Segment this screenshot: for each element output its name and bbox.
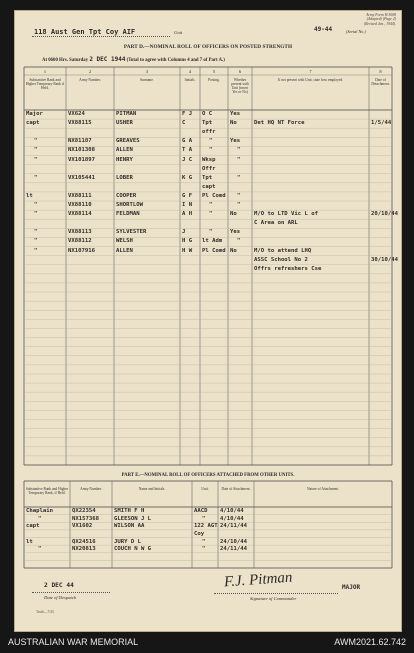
- footer-accession: AWM2021.62.742: [334, 637, 406, 647]
- roll-cell-posting: capt: [202, 183, 216, 190]
- roll-cell-employed: M/O to LTD Vic L of: [254, 211, 318, 218]
- at-line-pre: At 0600 Hrs. Saturday: [42, 58, 89, 63]
- commander-signature: F.J. Pitman: [223, 569, 293, 591]
- roll-cell-rank: lt: [26, 192, 33, 199]
- attached-cell-unit: Coy: [194, 530, 205, 537]
- roll-cell-posting: ": [209, 138, 213, 145]
- attached-cell-name: SMITH F H: [114, 508, 145, 514]
- attached-cell-no: NX20813: [72, 546, 96, 553]
- roll-cell-date: 30/10/44: [371, 256, 398, 263]
- attached-cell-no: NX157368: [72, 515, 99, 522]
- roll-cell-posting: ": [209, 211, 213, 218]
- roll-cell-date: 20/10/44: [371, 211, 398, 218]
- attached-cell-rank: capt: [26, 523, 40, 530]
- form-id-line2: (Adapted) (Page 2): [366, 17, 396, 22]
- roll-cell-no: VX88110: [68, 202, 92, 209]
- roll-cell-surname: PITMAN: [116, 111, 137, 117]
- roll-cell-no: NX101308: [68, 147, 95, 154]
- roll-cell-no: VX624: [68, 111, 85, 117]
- attached-cell-unit: ": [202, 538, 206, 545]
- attached-cell-name: JURY D L: [114, 538, 141, 545]
- roll-cell-employed: C Area on ARL: [254, 220, 298, 227]
- roll-cell-init: I N: [182, 202, 193, 209]
- attached-cell-no: QX22354: [72, 508, 96, 514]
- attached-cell-date: 24/10/44: [220, 538, 247, 545]
- column-header: Army Number.: [79, 78, 101, 82]
- column-number: 3: [145, 68, 149, 74]
- roll-cell-present: No: [230, 211, 237, 218]
- at-line-post: (Total to agree with Columns 4 and 7 of Part A.): [126, 58, 225, 63]
- footer-institution: AUSTRALIAN WAR MEMORIAL: [8, 637, 139, 647]
- despatch-date: 2 DEC 44: [44, 582, 74, 589]
- roll-cell-surname: SYLVESTER: [116, 229, 147, 236]
- column-header: Posting.: [208, 78, 220, 82]
- attached-cell-unit: 122 AGT: [194, 523, 218, 530]
- serial-value: 49: [314, 26, 322, 33]
- part-e-title: PART E.—NOMINAL ROLL OF OFFICERS ATTACHED FROM OTHER UNITS.: [121, 473, 295, 478]
- column-header: Whether present with Unit (insert Yes or No): [231, 78, 249, 94]
- roll-cell-rank: ": [34, 202, 38, 209]
- form-id-line1: Army Form W.3008: [366, 13, 396, 17]
- signature-label: Signature of Commander: [250, 596, 297, 601]
- column-header: Substantive Rank and Higher Temporary Rank if Held.: [25, 78, 65, 90]
- serial-year: 44: [324, 26, 333, 33]
- unit-label: Unit: [174, 30, 183, 35]
- roll-cell-rank: ": [34, 229, 38, 236]
- attached-cell-rank: lt: [26, 538, 33, 545]
- attached-cell-no: VX1602: [72, 523, 93, 530]
- roll-cell-surname: USHER: [116, 120, 133, 127]
- roll-cell-present: ": [237, 147, 241, 154]
- roll-cell-rank: capt: [26, 120, 40, 127]
- roll-cell-init: J C: [182, 156, 193, 163]
- attached-cell-name: GLEESON J L: [114, 515, 152, 522]
- attached-cell-rank: Chaplain: [26, 508, 53, 514]
- signature-underline: [214, 593, 338, 594]
- roll-cell-present: No: [230, 120, 237, 127]
- column-header: Surname.: [140, 78, 154, 82]
- column-header: Name and Initials.: [138, 487, 166, 491]
- roll-cell-employed: ASSC School No 2: [254, 256, 308, 263]
- roll-cell-employed: M/O to attend LHQ: [254, 247, 312, 254]
- column-number: 6: [238, 68, 242, 74]
- column-header: Date of Attachment.: [221, 487, 251, 491]
- roll-cell-init: H W: [182, 247, 193, 254]
- roll-cell-rank: ": [34, 147, 38, 154]
- roll-cell-employed: Offrs refreshers Cse: [254, 265, 322, 272]
- roll-cell-rank: ": [34, 156, 38, 163]
- serial-label: (Serial No.): [346, 29, 366, 34]
- roll-cell-posting: O C: [202, 111, 213, 117]
- attached-cell-date: 4/10/44: [220, 508, 244, 514]
- roll-cell-surname: COOPER: [116, 192, 137, 199]
- attached-cell-unit: ": [202, 515, 206, 522]
- column-number: 8: [379, 68, 382, 74]
- attached-cell-rank: ": [38, 546, 42, 553]
- roll-cell-present: ": [237, 202, 241, 209]
- roll-cell-rank: ": [34, 138, 38, 145]
- roll-cell-rank: Major: [26, 111, 43, 117]
- roll-cell-surname: ALLEN: [116, 247, 133, 254]
- column-header: Date of Detachment.: [371, 78, 390, 86]
- roll-cell-posting: Offr: [202, 165, 216, 172]
- attached-cell-date: 24/11/44: [220, 523, 247, 530]
- column-number: 2: [88, 68, 92, 74]
- column-header: Army Number.: [80, 487, 102, 491]
- roll-cell-rank: ": [34, 247, 38, 254]
- column-header: Nature of Attachment.: [306, 487, 340, 491]
- printer-mark: Truth—7/43: [36, 610, 54, 614]
- attached-cell-date: 24/11/44: [220, 546, 247, 553]
- roll-cell-present: ": [237, 238, 241, 245]
- roll-cell-employed: Det HQ NT Force: [254, 120, 305, 127]
- attached-cell-unit: ": [202, 546, 206, 553]
- roll-cell-present: ": [237, 174, 241, 181]
- roll-cell-no: NX81187: [68, 138, 92, 145]
- archive-footer: [0, 632, 414, 653]
- unit-name: 118 Aust Gen Tpt Coy AIF: [34, 28, 136, 36]
- roll-cell-no: VX88112: [68, 238, 92, 245]
- roll-cell-posting: Wksp: [202, 156, 216, 163]
- column-number: 5: [212, 68, 216, 74]
- roll-cell-init: G F: [182, 192, 193, 199]
- roll-cell-init: C: [182, 120, 186, 127]
- attached-cell-date: 4/10/44: [220, 515, 244, 522]
- form-id-line3: (Revised Jan., 1944).: [363, 21, 396, 26]
- roll-cell-no: VX88114: [68, 211, 92, 218]
- despatch-label: Date of Despatch: [44, 595, 77, 600]
- roll-date: 2 DEC 1944: [89, 56, 126, 63]
- roll-cell-no: VX105441: [68, 174, 95, 181]
- roll-cell-present: No: [230, 247, 237, 254]
- roll-cell-no: NX107916: [68, 247, 95, 254]
- roll-cell-surname: WELSH: [116, 238, 133, 245]
- roll-cell-present: ": [237, 156, 241, 163]
- attached-cell-name: WILSON AA: [114, 523, 145, 530]
- column-header: Initials.: [184, 78, 196, 82]
- roll-cell-present: Yes: [230, 229, 241, 236]
- roll-cell-surname: HENRY: [116, 156, 133, 163]
- roll-cell-posting: Pl Comd: [202, 247, 226, 254]
- column-header: If not present with Unit, state how employed.: [277, 78, 344, 82]
- roll-cell-surname: FELDMAN: [116, 211, 140, 218]
- roll-cell-surname: SHORTLOW: [116, 202, 143, 209]
- attached-cell-unit: AACD: [194, 508, 208, 514]
- roll-cell-init: G A: [182, 138, 193, 145]
- roll-cell-init: T A: [182, 147, 193, 154]
- roll-cell-posting: Tpt: [202, 120, 213, 127]
- roll-cell-present: Yes: [230, 111, 241, 117]
- serial-number: 49-44: [314, 26, 333, 33]
- attached-cell-no: QX24516: [72, 538, 96, 545]
- column-header: Unit.: [201, 487, 209, 491]
- attached-cell-rank: ": [38, 515, 42, 522]
- attached-cell-name: COUCH N W G: [114, 546, 152, 553]
- roll-cell-rank: ": [34, 174, 38, 181]
- roll-cell-posting: Pl Comd: [202, 192, 226, 199]
- column-number: 1: [43, 68, 47, 74]
- roll-cell-present: Yes: [230, 138, 241, 145]
- column-number: 7: [309, 68, 312, 74]
- roll-cell-posting: lt Adm: [202, 238, 223, 245]
- despatch-underline: [32, 592, 110, 593]
- roll-cell-no: VX88111: [68, 192, 92, 199]
- roll-cell-posting: offr: [202, 129, 216, 136]
- roll-cell-no: VX101897: [68, 156, 95, 163]
- roll-cell-posting: Tpt: [202, 174, 213, 181]
- roll-cell-rank: ": [34, 211, 38, 218]
- roll-cell-surname: LOBER: [116, 174, 133, 181]
- roll-cell-init: A H: [182, 211, 193, 218]
- form-page: [14, 10, 402, 632]
- column-number: 4: [188, 68, 192, 74]
- roll-cell-posting: ": [209, 229, 213, 236]
- roll-cell-no: VX88115: [68, 120, 92, 127]
- roll-cell-init: F J: [182, 111, 193, 117]
- roll-cell-rank: ": [34, 238, 38, 245]
- roll-cell-posting: ": [209, 147, 213, 154]
- column-header: Substantive Rank and Higher Temporary Rank, if Held.: [25, 487, 69, 495]
- roll-cell-posting: ": [209, 202, 213, 209]
- roll-cell-init: H G: [182, 238, 193, 245]
- roll-cell-no: VX88113: [68, 229, 92, 236]
- roll-cell-surname: ALLEN: [116, 147, 133, 154]
- roll-cell-date: 1/5/44: [371, 120, 392, 127]
- roll-cell-init: J: [182, 229, 186, 236]
- signature-rank: MAJOR: [342, 584, 361, 591]
- part-d-title: PART D.—NOMINAL ROLL OF OFFICERS ON POSTED STRENGTH: [123, 44, 293, 50]
- roll-cell-init: K G: [182, 174, 193, 181]
- roll-cell-surname: GREAVES: [116, 138, 140, 145]
- roll-cell-present: ": [237, 192, 241, 199]
